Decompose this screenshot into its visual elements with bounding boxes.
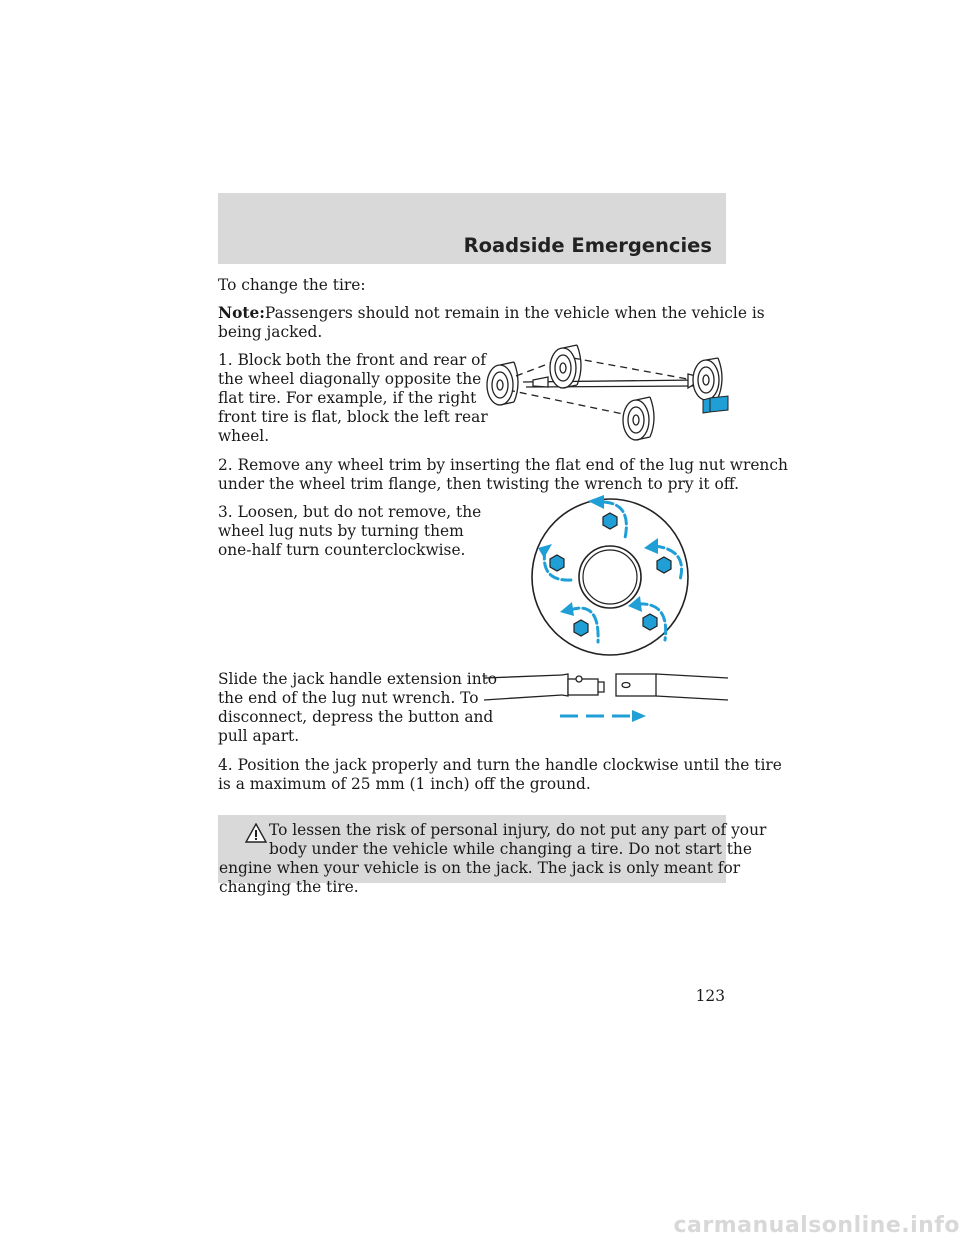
intro-text: To change the tire: bbox=[218, 276, 366, 294]
step1-line: flat tire. For example, if the right bbox=[218, 389, 477, 407]
warning-triangle-icon bbox=[245, 823, 267, 843]
note-text: Passengers should not remain in the vehicle when the vehicle is bbox=[264, 304, 765, 322]
extension-line: pull apart. bbox=[218, 727, 300, 745]
note-line-1 bbox=[218, 304, 765, 323]
extension-line: Slide the jack handle extension into bbox=[218, 670, 498, 688]
extension-line: disconnect, depress the button and bbox=[218, 708, 494, 726]
warning-box bbox=[218, 815, 767, 896]
warning-line: engine when your vehicle is on the jack. The jack is only meant for bbox=[219, 859, 741, 877]
lug-nut-illustration bbox=[520, 490, 700, 658]
step1-line: the wheel diagonally opposite the bbox=[218, 370, 482, 388]
step4-line: 4. Position the jack properly and turn the handle clockwise until the tire bbox=[218, 756, 782, 774]
extension-line: the end of the lug nut wrench. To bbox=[218, 689, 479, 707]
step4-line: is a maximum of 25 mm (1 inch) off the ground. bbox=[218, 775, 591, 793]
step2-line: 2. Remove any wheel trim by inserting the flat end of the lug nut wrench bbox=[218, 456, 788, 474]
section-title: Roadside Emergencies bbox=[463, 234, 712, 257]
page-number: 123 bbox=[695, 987, 725, 1005]
warning-line: To lessen the risk of personal injury, do not put any part of your bbox=[269, 821, 767, 839]
note-label: Note: bbox=[218, 304, 265, 322]
step1-line: wheel. bbox=[218, 427, 270, 445]
warning-line: changing the tire. bbox=[219, 878, 359, 896]
step1-line: front tire is flat, block the left rear bbox=[218, 408, 488, 426]
warning-line: body under the vehicle while changing a tire. Do not start the bbox=[269, 840, 752, 858]
watermark-text: carmanualsonline.info bbox=[673, 1213, 960, 1238]
jack-handle-extension-illustration bbox=[484, 670, 728, 726]
note-line-2: being jacked. bbox=[218, 323, 323, 341]
wheel-blocking-illustration bbox=[478, 340, 730, 446]
step1-line: 1. Block both the front and rear of bbox=[218, 351, 487, 369]
step2-line: under the wheel trim flange, then twisting the wrench to pry it off. bbox=[218, 475, 740, 493]
step3-line: 3. Loosen, but do not remove, the bbox=[218, 503, 482, 521]
step3-line: wheel lug nuts by turning them bbox=[218, 522, 464, 540]
step3-line: one-half turn counterclockwise. bbox=[218, 541, 466, 559]
section-header bbox=[218, 193, 726, 264]
